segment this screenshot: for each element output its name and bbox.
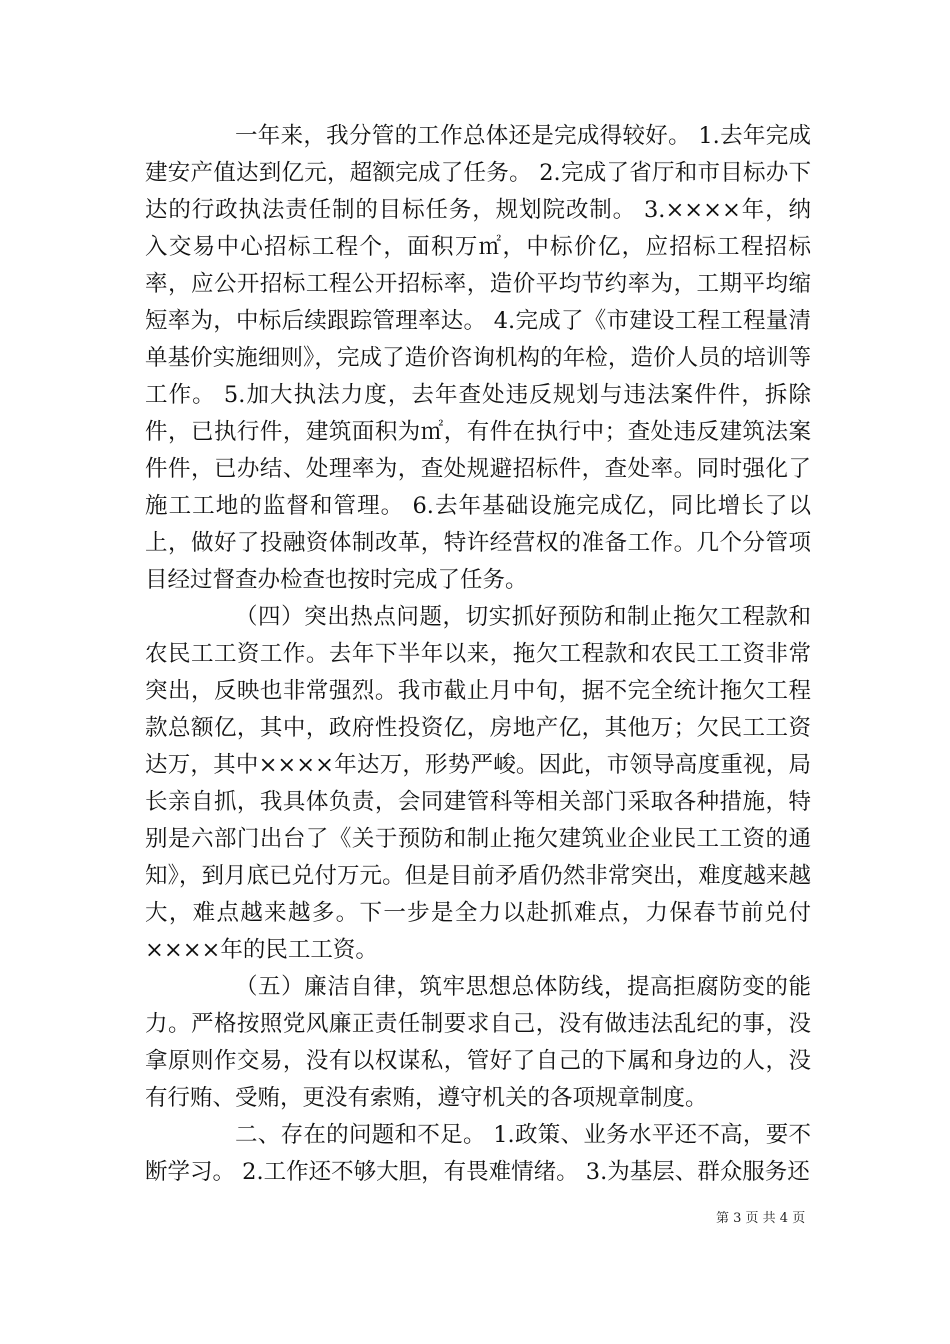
paragraph-problems: 二、存在的问题和不足。 1.政策、业务水平还不高，要不断学习。 2.工作还不够大胆，有畏难情绪。 3.为基层、群众服务还 <box>145 1122 811 1185</box>
paragraph-section-five: （五）廉洁自律，筑牢思想总体防线，提高拒腐防变的能力。严格按照党风廉正责任制要求自己，没有做违法乱纪的事，没拿原则作交易，没有以权谋私，管好了自己的下属和身边的人，没有行贿、受贿，更没有索贿，遵守机关的各项规章制度。 <box>145 974 811 1111</box>
paragraph-section-four: （四）突出热点问题，切实抓好预防和制止拖欠工程款和农民工工资工作。去年下半年以来，拖欠工程款和农民工工资非常突出，反映也非常强烈。我市截止月中旬，据不完全统计拖欠工程款总额亿，其中，政府性投资亿，房地产亿，其他万；欠民工工资达万，其中××××年达万，形势严峻。因此，市领导高度重视，局长亲自抓，我具体负责，会同建管科等相关部门采取各种措施，特别是六部门出台了《关于预防和制止拖欠建筑业企业民工工资的通知》，到月底已兑付万元。但是目前矛盾仍然非常突出，难度越来越大，难点越来越多。下一步是全力以赴抓难点，力保春节前兑付××××年的民工工资。 <box>145 604 811 963</box>
page-number-footer: 第 3 页 共 4 页 <box>716 1211 806 1226</box>
paragraph-work-summary: 一年来，我分管的工作总体还是完成得较好。 1.去年完成建安产值达到亿元，超额完成了任务。 2.完成了省厅和市目标办下达的行政执法责任制的目标任务，规划院改制。 3.××××年，纳入交易中心招标工程个，面积万㎡，中标价亿，应招标工程招标率，应公开招标工程公开招标率，造价平均节约率为，工期平均缩短率为，中标后续跟踪管理率达。 4.完成了《市建设工程工程量清单基价实施细则》，完成了造价咨询机构的年检，造价人员的培训等工作。 5.加大执法力度，去年查处违反规划与违法案件件，拆除件，已执行件，建筑面积为㎡，有件在执行中；查处违反建筑法案件件，已办结、处理率为，查处规避招标件，查处率。同时强化了施工工地的监督和管理。 6.去年基础设施完成亿，同比增长了以上，做好了投融资体制改革，特许经营权的准备工作。几个分管项目经过督查办检查也按时完成了任务。 <box>145 123 811 593</box>
document-body <box>145 118 811 1191</box>
